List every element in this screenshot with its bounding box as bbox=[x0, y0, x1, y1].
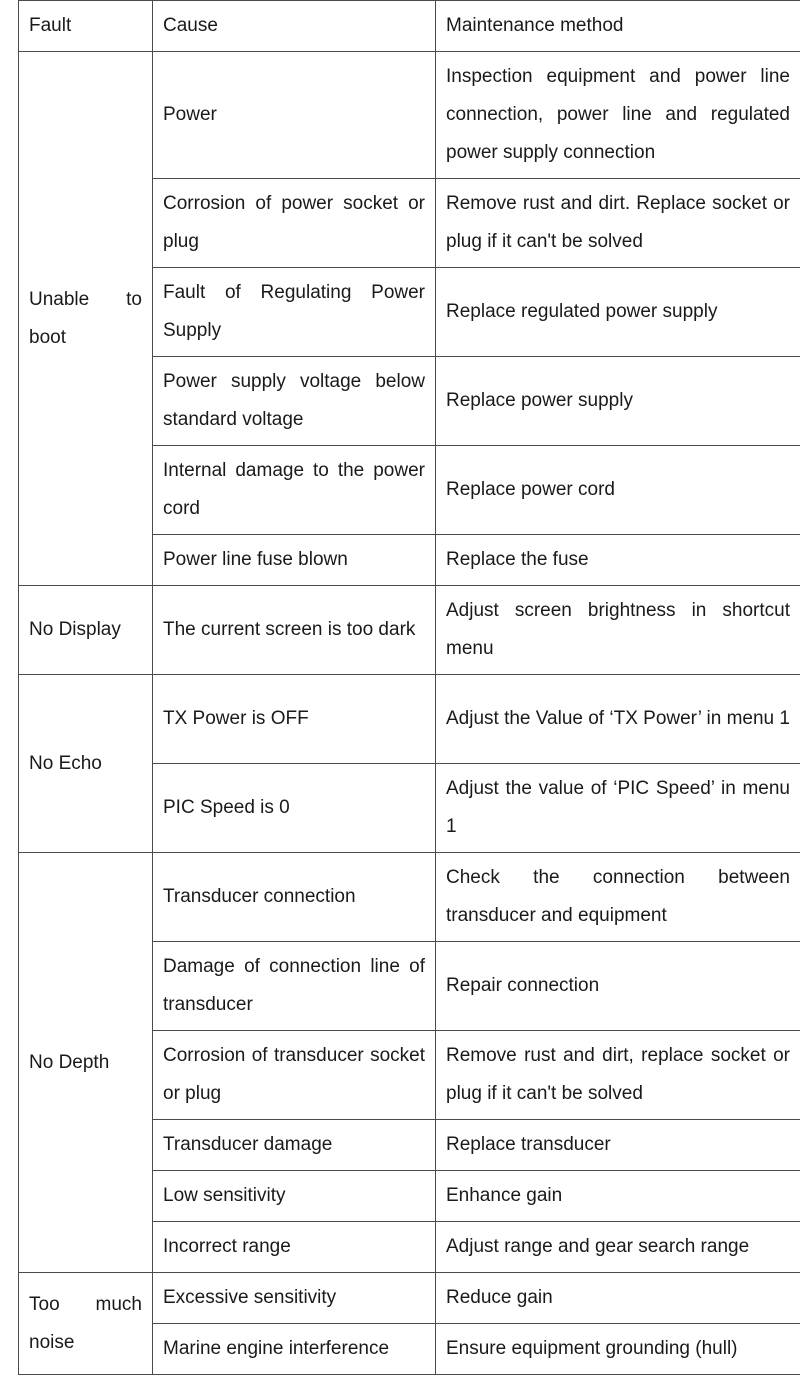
method-cell: Replace regulated power supply bbox=[436, 268, 800, 357]
method-cell: Replace the fuse bbox=[436, 535, 800, 586]
method-cell: Enhance gain bbox=[436, 1171, 800, 1222]
method-cell: Check the connection between transducer and equipment bbox=[436, 853, 800, 942]
cause-cell: Power bbox=[153, 52, 436, 179]
cause-cell: Power line fuse blown bbox=[153, 535, 436, 586]
fault-cell: No Display bbox=[19, 586, 153, 675]
table-row bbox=[19, 1273, 800, 1324]
fault-table bbox=[18, 0, 800, 1375]
fault-cell: No Echo bbox=[19, 675, 153, 853]
cause-cell: Transducer damage bbox=[153, 1120, 436, 1171]
method-cell: Adjust the Value of ‘TX Power’ in menu 1 bbox=[436, 675, 800, 764]
cause-cell: Marine engine interference bbox=[153, 1324, 436, 1375]
method-cell: Remove rust and dirt, replace socket or plug if it can't be solved bbox=[436, 1031, 800, 1120]
cause-cell: Internal damage to the power cord bbox=[153, 446, 436, 535]
cause-cell: Low sensitivity bbox=[153, 1171, 436, 1222]
cause-cell: Excessive sensitivity bbox=[153, 1273, 436, 1324]
method-cell: Replace transducer bbox=[436, 1120, 800, 1171]
cause-cell: Corrosion of transducer socket or plug bbox=[153, 1031, 436, 1120]
cause-cell: The current screen is too dark bbox=[153, 586, 436, 675]
cause-cell: Transducer connection bbox=[153, 853, 436, 942]
cause-cell: Incorrect range bbox=[153, 1222, 436, 1273]
method-cell: Remove rust and dirt. Replace socket or plug if it can't be solved bbox=[436, 179, 800, 268]
table-row bbox=[19, 52, 800, 179]
fault-cell: Too much noise bbox=[19, 1273, 153, 1375]
header-maintenance-method: Maintenance method bbox=[436, 1, 800, 52]
method-cell: Inspection equipment and power line connection, power line and regulated power supply connection bbox=[436, 52, 800, 179]
cause-cell: Power supply voltage below standard voltage bbox=[153, 357, 436, 446]
table-row bbox=[19, 586, 800, 675]
fault-cell: Unable to boot bbox=[19, 52, 153, 586]
method-cell: Reduce gain bbox=[436, 1273, 800, 1324]
header-cause: Cause bbox=[153, 1, 436, 52]
method-cell: Adjust the value of ‘PIC Speed’ in menu 1 bbox=[436, 764, 800, 853]
cause-cell: Corrosion of power socket or plug bbox=[153, 179, 436, 268]
cause-cell: TX Power is OFF bbox=[153, 675, 436, 764]
method-cell: Ensure equipment grounding (hull) bbox=[436, 1324, 800, 1375]
cause-cell: Fault of Regulating Power Supply bbox=[153, 268, 436, 357]
cause-cell: PIC Speed is 0 bbox=[153, 764, 436, 853]
method-cell: Replace power supply bbox=[436, 357, 800, 446]
header-fault: Fault bbox=[19, 1, 153, 52]
method-cell: Adjust range and gear search range bbox=[436, 1222, 800, 1273]
fault-cell: No Depth bbox=[19, 853, 153, 1273]
method-cell: Repair connection bbox=[436, 942, 800, 1031]
table-row bbox=[19, 853, 800, 942]
header-row bbox=[19, 1, 800, 52]
cause-cell: Damage of connection line of transducer bbox=[153, 942, 436, 1031]
method-cell: Adjust screen brightness in shortcut menu bbox=[436, 586, 800, 675]
method-cell: Replace power cord bbox=[436, 446, 800, 535]
table-row bbox=[19, 675, 800, 764]
